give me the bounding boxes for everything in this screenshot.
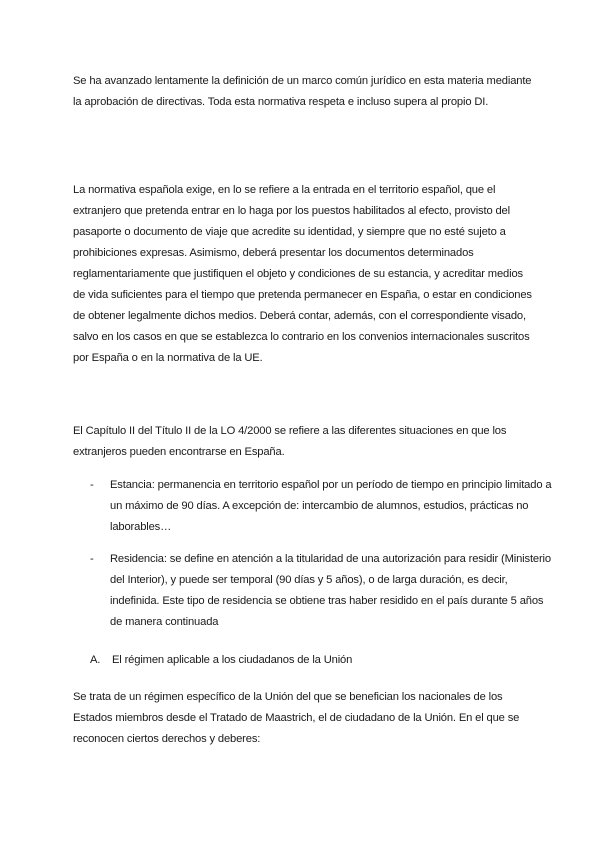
list-item-residencia xyxy=(90,549,556,633)
bullet-text: Residencia: se define en atención a la titularidad de una autorización para residir (Ministerio del Interior), y puede ser temporal (90 días y 5 años), o de larga duración, es decir, indefinida. Este tipo de residencia se obtiene tras haber residido en el país durante 5 años de manera continuada xyxy=(110,553,551,628)
situations-paragraph: El Capítulo II del Título II de la LO 4/2000 se refiere a las diferentes situaciones en que los extranjeros pueden encontrarse en España. xyxy=(73,425,507,458)
bullet-marker: - xyxy=(90,479,94,491)
bullet-marker: - xyxy=(90,553,94,565)
union-regime-paragraph: Se trata de un régimen específico de la Unión del que se benefician los nacionales de los Estados miembros desde el Tratado de Maastrich, el de ciudadano de la Unión. En el que se reconocen ciertos derechos y deberes: xyxy=(73,691,520,745)
section-title: El régimen aplicable a los ciudadanos de la Unión xyxy=(112,654,353,666)
entry-requirements-paragraph: La normativa española exige, en lo se refiere a la entrada en el territorio español, que el extranjero que pretenda entrar en lo haga por los puestos habilitados al efecto, provisto del pasaporte o documento de viaje que acredite su identidad, y siempre que no esté sujeto a prohibiciones expresas. Asimismo, deberá presentar los documentos determinados reglamentariamente que justifiquen el objeto y condiciones de su estancia, y acreditar medios de vida suficientes para el tiempo que pretenda permanecer en España, o estar en condiciones de obtener legalmente dichos medios. Deberá contar, además, con el correspondiente visado, salvo en los casos en que se establezca lo contrario en los convenios internacionales suscritos por España o en la normativa de la UE. xyxy=(73,184,532,364)
bullet-text: Estancia: permanencia en territorio español por un período de tiempo en principio limitado a un máximo de 90 días. A excepción de: intercambio de alumnos, estudios, prácticas no laborables… xyxy=(110,479,552,533)
intro-paragraph: Se ha avanzado lentamente la definición de un marco común jurídico en esta materia mediante la aprobación de directivas. Toda esta normativa respeta e incluso supera al propio DI. xyxy=(73,75,532,108)
section-heading-a xyxy=(90,650,352,671)
list-item-estancia xyxy=(90,475,556,538)
section-marker: A. xyxy=(90,654,101,666)
